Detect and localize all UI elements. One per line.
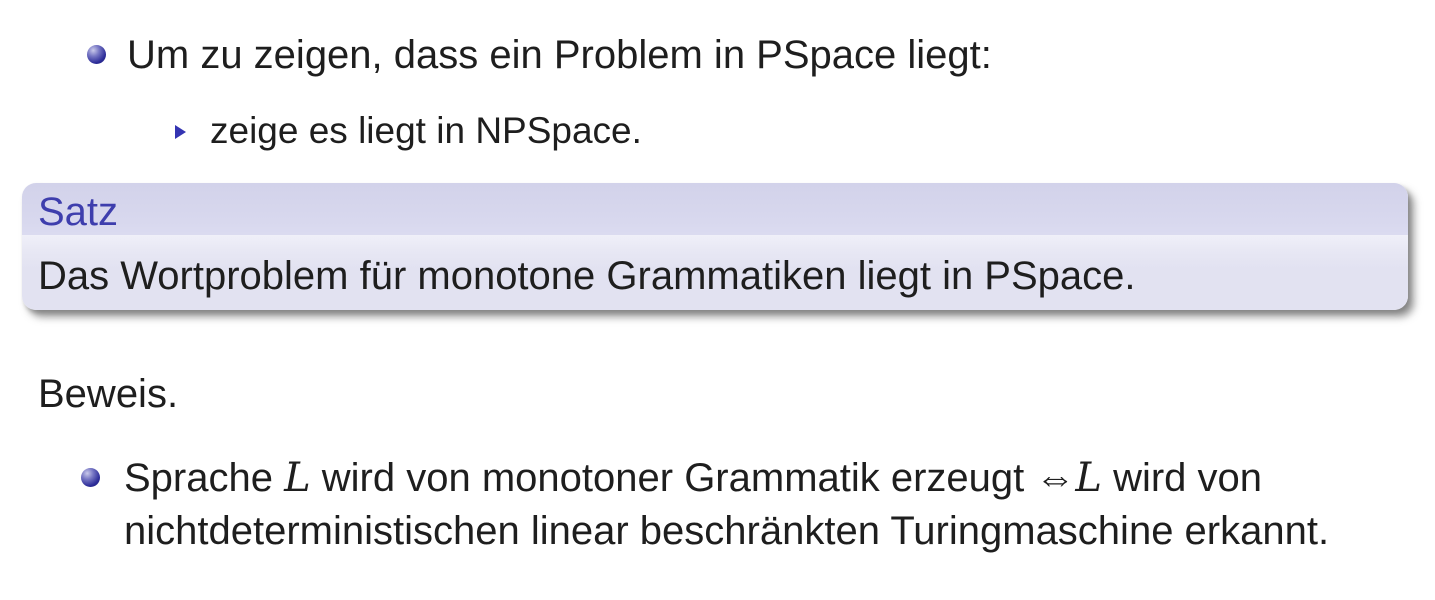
proof-text-segment: Sprache	[124, 456, 285, 500]
proof-label: Beweis.	[38, 372, 179, 416]
math-variable-L: L	[1075, 455, 1102, 501]
theorem-block-title: Satz	[22, 183, 1408, 238]
iff-arrow-symbol: ⇔	[1035, 456, 1076, 500]
triangle-bullet-icon	[175, 125, 186, 139]
math-variable-L: L	[284, 455, 311, 501]
sub-bullet-item-1: zeige es liegt in NPSpace.	[210, 110, 642, 151]
ball-bullet-icon	[87, 45, 106, 64]
proof-bullet-item	[124, 452, 1329, 558]
theorem-statement: Das Wortproblem für monotone Grammatiken liegt in PSpace.	[38, 254, 1136, 298]
proof-line-2: nichtdeterministischen linear beschränkten Turingmaschine erkannt.	[124, 509, 1330, 553]
proof-line-1	[124, 452, 1329, 505]
ball-bullet-icon	[81, 468, 100, 487]
proof-text-segment: wird von monotoner Grammatik erzeugt	[310, 456, 1036, 500]
theorem-block	[22, 183, 1408, 310]
theorem-block-body	[22, 235, 1408, 310]
bullet-item-1: Um zu zeigen, dass ein Problem in PSpace liegt:	[127, 33, 992, 77]
proof-text-segment: wird von	[1101, 456, 1263, 500]
